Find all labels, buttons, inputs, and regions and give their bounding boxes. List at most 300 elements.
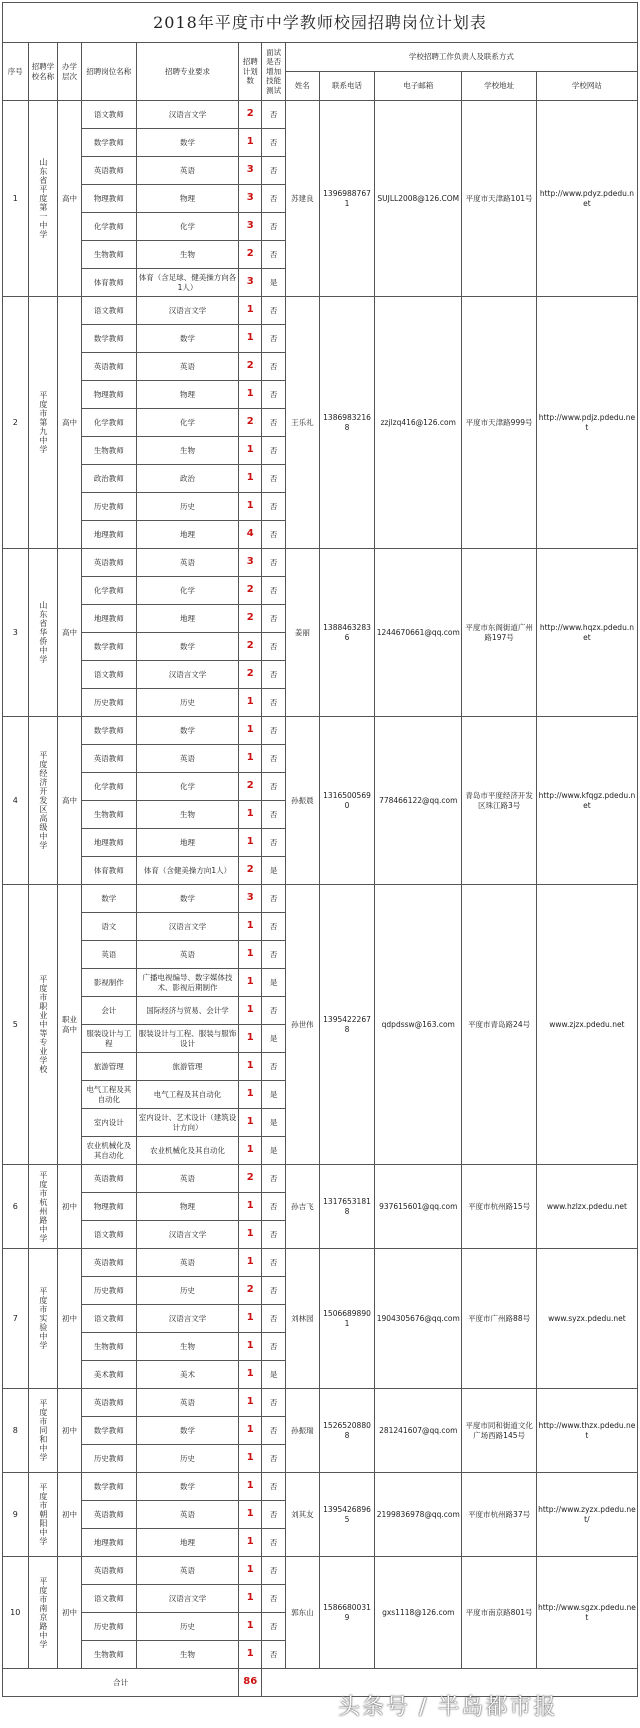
address-cell: 平度市南京路801号 [462,1557,536,1669]
plan-cell: 2 [239,353,262,381]
address-cell: 平度市杭州路37号 [462,1473,536,1557]
recruitment-table [2,42,638,1697]
skill-test-cell: 否 [262,409,285,437]
major-cell: 化学 [136,773,238,801]
position-cell: 地理教师 [81,829,136,857]
email-cell: qdpdssw@163.com [375,885,462,1165]
position-cell: 地理教师 [81,605,136,633]
phone-cell: 13969887671 [319,101,374,297]
email-cell: 778466122@qq.com [375,717,462,885]
skill-test-cell: 否 [262,353,285,381]
phone-cell: 15866800319 [319,1557,374,1669]
website-cell: www.hzlzx.pdedu.net [536,1165,637,1249]
major-cell: 英语 [136,1249,238,1277]
table-row [3,101,638,129]
skill-test-cell: 否 [262,1249,285,1277]
phone-cell: 13884632836 [319,549,374,717]
position-cell: 室内设计 [81,1109,136,1137]
plan-cell: 1 [239,1557,262,1585]
plan-cell: 2 [239,1277,262,1305]
position-cell: 生物教师 [81,437,136,465]
skill-test-cell: 否 [262,1305,285,1333]
table-row [3,1165,638,1193]
major-cell: 英语 [136,157,238,185]
school-name-cell [28,885,58,1165]
school-name-cell [28,549,58,717]
address-cell: 平度市广州路88号 [462,1249,536,1389]
address-cell: 平度市同和街道文化广场西路145号 [462,1389,536,1473]
position-cell: 语文教师 [81,297,136,325]
position-cell: 化学教师 [81,577,136,605]
seq-cell: 10 [3,1557,29,1669]
plan-cell: 1 [239,1641,262,1669]
position-cell: 英语教师 [81,157,136,185]
major-cell: 历史 [136,493,238,521]
website-cell: http://www.kfqgz.pdedu.net [536,717,637,885]
major-cell: 化学 [136,577,238,605]
skill-test-cell: 否 [262,157,285,185]
skill-test-cell: 否 [262,101,285,129]
major-cell: 生物 [136,437,238,465]
major-cell: 广播电视编导、数字媒体技术、影视后期制作 [136,969,238,997]
skill-test-cell: 否 [262,1501,285,1529]
plan-cell: 1 [239,1529,262,1557]
level-cell: 初中 [58,1165,81,1249]
skill-test-cell: 否 [262,325,285,353]
position-cell: 数学教师 [81,325,136,353]
seq-cell: 4 [3,717,29,885]
plan-cell: 3 [239,549,262,577]
phone-cell: 15265208808 [319,1389,374,1473]
contact-name-cell: 郭东山 [285,1557,319,1669]
contact-name-cell: 刘其友 [285,1473,319,1557]
skill-test-cell: 否 [262,297,285,325]
plan-cell: 1 [239,717,262,745]
plan-cell: 1 [239,1081,262,1109]
contact-name-cell: 孙振晨 [285,717,319,885]
skill-test-cell: 否 [262,1193,285,1221]
position-cell: 语文教师 [81,1221,136,1249]
header-seq: 序号 [3,43,29,101]
email-cell: SUJLL2008@126.COM [375,101,462,297]
email-cell: gxs1118@126.com [375,1557,462,1669]
address-cell: 平度市青岛路24号 [462,885,536,1165]
skill-test-cell: 否 [262,1221,285,1249]
website-cell: www.syzx.pdedu.net [536,1249,637,1389]
phone-cell: 13869832168 [319,297,374,549]
seq-cell: 9 [3,1473,29,1557]
email-cell: 1244670661@qq.com [375,549,462,717]
plan-cell: 1 [239,913,262,941]
plan-cell: 1 [239,1473,262,1501]
skill-test-cell: 是 [262,1109,285,1137]
major-cell: 数学 [136,325,238,353]
plan-cell: 1 [239,1501,262,1529]
skill-test-cell: 否 [262,1333,285,1361]
major-cell: 汉语言文学 [136,1585,238,1613]
skill-test-cell: 是 [262,1137,285,1165]
major-cell: 数学 [136,633,238,661]
school-name-cell-text: 平度经济开发区高级中学 [38,751,48,850]
position-cell: 语文教师 [81,661,136,689]
position-cell: 英语教师 [81,1165,136,1193]
position-cell: 美术教师 [81,1361,136,1389]
seq-cell: 2 [3,297,29,549]
major-cell: 地理 [136,1529,238,1557]
plan-cell: 2 [239,661,262,689]
major-cell: 数学 [136,717,238,745]
seq-cell: 7 [3,1249,29,1389]
plan-cell: 2 [239,857,262,885]
address-cell: 青岛市平度经济开发区珠江路3号 [462,717,536,885]
plan-cell: 4 [239,521,262,549]
major-cell: 汉语言文学 [136,297,238,325]
level-cell: 初中 [58,1473,81,1557]
school-name-cell-text: 平度市同和中学 [38,1399,48,1462]
school-name-cell-text: 平度市职业中等专业学校 [38,975,48,1074]
watermark: 头条号 / 半岛都市报 [338,1695,558,1720]
position-cell: 英语教师 [81,745,136,773]
plan-cell: 1 [239,745,262,773]
address-cell: 平度市东阁街道广州路197号 [462,549,536,717]
skill-test-cell: 否 [262,185,285,213]
position-cell: 语文教师 [81,101,136,129]
major-cell: 服装设计与工程、服装与服饰设计 [136,1025,238,1053]
address-cell: 平度市天津路101号 [462,101,536,297]
position-cell: 语文 [81,913,136,941]
table-row [3,297,638,325]
position-cell: 化学教师 [81,213,136,241]
position-cell: 英语 [81,941,136,969]
school-name-cell [28,1165,58,1249]
position-cell: 英语教师 [81,1389,136,1417]
table-row [3,549,638,577]
position-cell: 历史教师 [81,1445,136,1473]
table-row [3,1557,638,1585]
major-cell: 农业机械化及其自动化 [136,1137,238,1165]
level-cell: 高中 [58,297,81,549]
position-cell: 生物教师 [81,1641,136,1669]
position-cell: 数学教师 [81,1417,136,1445]
seq-cell: 5 [3,885,29,1165]
major-cell: 电气工程及其自动化 [136,1081,238,1109]
major-cell: 汉语言文学 [136,1221,238,1249]
plan-cell: 1 [239,997,262,1025]
table-row [3,1473,638,1501]
phone-cell: 13176531818 [319,1165,374,1249]
position-cell: 体育教师 [81,269,136,297]
position-cell: 数学教师 [81,129,136,157]
skill-test-cell: 否 [262,213,285,241]
skill-test-cell: 否 [262,997,285,1025]
school-name-cell-text: 平度市杭州路中学 [38,1170,48,1243]
header-name: 姓名 [285,72,319,101]
position-cell: 农业机械化及其自动化 [81,1137,136,1165]
skill-test-cell: 否 [262,1417,285,1445]
header-contact-group: 学校招聘工作负责人及联系方式 [285,43,637,72]
address-cell: 平度市天津路999号 [462,297,536,549]
major-cell: 美术 [136,1361,238,1389]
major-cell: 化学 [136,213,238,241]
plan-cell: 1 [239,1417,262,1445]
major-cell: 地理 [136,521,238,549]
email-cell: 281241607@qq.com [375,1389,462,1473]
school-name-cell [28,717,58,885]
school-name-cell [28,1557,58,1669]
phone-cell: 15066898901 [319,1249,374,1389]
plan-cell: 1 [239,381,262,409]
position-cell: 地理教师 [81,1529,136,1557]
major-cell: 生物 [136,1333,238,1361]
table-row [3,717,638,745]
plan-cell: 2 [239,773,262,801]
position-cell: 电气工程及其自动化 [81,1081,136,1109]
plan-cell: 1 [239,129,262,157]
header-phone: 联系电话 [319,72,374,101]
total-value: 86 [239,1669,262,1697]
email-cell: 1904305676@qq.com [375,1249,462,1389]
position-cell: 历史教师 [81,1277,136,1305]
plan-cell: 1 [239,1361,262,1389]
position-cell: 生物教师 [81,241,136,269]
plan-cell: 1 [239,1333,262,1361]
position-cell: 语文教师 [81,1585,136,1613]
plan-cell: 1 [239,1025,262,1053]
school-name-cell [28,1389,58,1473]
skill-test-cell: 是 [262,1081,285,1109]
skill-test-cell: 否 [262,465,285,493]
phone-cell: 13954222678 [319,885,374,1165]
position-cell: 英语教师 [81,549,136,577]
skill-test-cell: 否 [262,1165,285,1193]
level-cell: 高中 [58,717,81,885]
major-cell: 物理 [136,1193,238,1221]
skill-test-cell: 否 [262,633,285,661]
table-row [3,1389,638,1417]
position-cell: 化学教师 [81,773,136,801]
header-address: 学校地址 [462,72,536,101]
plan-cell: 1 [239,689,262,717]
school-name-cell [28,1249,58,1389]
school-name-cell-text: 平度市实验中学 [38,1287,48,1350]
position-cell: 会计 [81,997,136,1025]
plan-cell: 1 [239,969,262,997]
page-title: 2018年平度市中学教师校园招聘岗位计划表 [2,2,638,42]
address-cell: 平度市杭州路15号 [462,1165,536,1249]
position-cell: 物理教师 [81,185,136,213]
plan-cell: 1 [239,1193,262,1221]
skill-test-cell: 否 [262,941,285,969]
table-row [3,1249,638,1277]
major-cell: 国际经济与贸易、会计学 [136,997,238,1025]
website-cell: http://www.sgzx.pdedu.net [536,1557,637,1669]
position-cell: 生物教师 [81,801,136,829]
skill-test-cell: 否 [262,549,285,577]
skill-test-cell: 否 [262,1585,285,1613]
position-cell: 英语教师 [81,1501,136,1529]
seq-cell: 1 [3,101,29,297]
contact-name-cell: 孙振瑞 [285,1389,319,1473]
school-name-cell-text: 平度市南京路中学 [38,1576,48,1649]
plan-cell: 1 [239,801,262,829]
contact-name-cell: 王乐礼 [285,297,319,549]
skill-test-cell: 否 [262,1641,285,1669]
contact-name-cell: 孙吉飞 [285,1165,319,1249]
skill-test-cell: 否 [262,1277,285,1305]
major-cell: 英语 [136,1389,238,1417]
contact-name-cell: 苏建良 [285,101,319,297]
email-cell: 2199836978@qq.com [375,1473,462,1557]
major-cell: 地理 [136,605,238,633]
major-cell: 历史 [136,1445,238,1473]
table-body [3,101,638,1697]
major-cell: 英语 [136,941,238,969]
school-name-cell [28,297,58,549]
plan-cell: 2 [239,577,262,605]
skill-test-cell: 否 [262,1053,285,1081]
major-cell: 生物 [136,241,238,269]
plan-cell: 3 [239,213,262,241]
major-cell: 政治 [136,465,238,493]
position-cell: 英语教师 [81,1249,136,1277]
skill-test-cell: 否 [262,1613,285,1641]
plan-cell: 1 [239,1249,262,1277]
plan-cell: 2 [239,409,262,437]
skill-test-cell: 否 [262,717,285,745]
school-name-cell [28,1473,58,1557]
skill-test-cell: 是 [262,1361,285,1389]
plan-cell: 3 [239,157,262,185]
table-row [3,885,638,913]
contact-name-cell: 姜丽 [285,549,319,717]
seq-cell: 3 [3,549,29,717]
position-cell: 影视制作 [81,969,136,997]
phone-cell: 13165005690 [319,717,374,885]
position-cell: 英语教师 [81,1557,136,1585]
plan-cell: 1 [239,437,262,465]
major-cell: 生物 [136,1641,238,1669]
header-major: 招聘专业要求 [136,43,238,101]
position-cell: 旅游管理 [81,1053,136,1081]
level-cell: 职业高中 [58,885,81,1165]
school-name-cell-text: 平度市第九中学 [38,391,48,454]
major-cell: 汉语言文学 [136,1305,238,1333]
plan-cell: 1 [239,1305,262,1333]
position-cell: 物理教师 [81,381,136,409]
header-skill-test: 面试是否增加技能测试 [262,43,285,101]
position-cell: 语文教师 [81,1305,136,1333]
contact-name-cell: 孙世伟 [285,885,319,1165]
plan-cell: 2 [239,101,262,129]
header-position: 招聘岗位名称 [81,43,136,101]
position-cell: 数学 [81,885,136,913]
seq-cell: 8 [3,1389,29,1473]
major-cell: 数学 [136,1417,238,1445]
level-cell: 初中 [58,1389,81,1473]
contact-name-cell: 刘林园 [285,1249,319,1389]
plan-cell: 1 [239,829,262,857]
position-cell: 生物教师 [81,1333,136,1361]
school-name-cell-text: 平度市朝阳中学 [38,1483,48,1546]
skill-test-cell: 是 [262,857,285,885]
seq-cell: 6 [3,1165,29,1249]
header-plan: 招聘计划数 [239,43,262,101]
major-cell: 汉语言文学 [136,661,238,689]
school-name-cell-text: 山东省华侨中学 [38,601,48,664]
school-name-cell [28,101,58,297]
skill-test-cell: 否 [262,1389,285,1417]
total-label: 合计 [3,1669,239,1697]
skill-test-cell: 否 [262,577,285,605]
plan-cell: 3 [239,185,262,213]
header-school: 招聘学校名称 [28,43,58,101]
plan-cell: 3 [239,269,262,297]
major-cell: 历史 [136,1277,238,1305]
website-cell: http://www.zyzx.pdedu.net/ [536,1473,637,1557]
major-cell: 化学 [136,409,238,437]
website-cell: http://www.pdyz.pdedu.net [536,101,637,297]
major-cell: 英语 [136,549,238,577]
major-cell: 英语 [136,1501,238,1529]
position-cell: 英语教师 [81,353,136,381]
major-cell: 物理 [136,185,238,213]
position-cell: 服装设计与工程 [81,1025,136,1053]
major-cell: 数学 [136,129,238,157]
position-cell: 历史教师 [81,689,136,717]
plan-cell: 3 [239,885,262,913]
plan-cell: 1 [239,1137,262,1165]
skill-test-cell: 否 [262,241,285,269]
skill-test-cell: 否 [262,493,285,521]
major-cell: 英语 [136,1557,238,1585]
header-level: 办学层次 [58,43,81,101]
level-cell: 高中 [58,101,81,297]
header-website: 学校网站 [536,72,637,101]
skill-test-cell: 否 [262,829,285,857]
major-cell: 地理 [136,829,238,857]
website-cell: http://www.pdjz.pdedu.net [536,297,637,549]
position-cell: 物理教师 [81,1193,136,1221]
header-email: 电子邮箱 [375,72,462,101]
position-cell: 体育教师 [81,857,136,885]
skill-test-cell: 否 [262,689,285,717]
skill-test-cell: 否 [262,661,285,689]
plan-cell: 1 [239,297,262,325]
plan-cell: 1 [239,1053,262,1081]
email-cell: zzjlzq416@126.com [375,297,462,549]
major-cell: 生物 [136,801,238,829]
plan-cell: 2 [239,633,262,661]
skill-test-cell: 否 [262,801,285,829]
level-cell: 初中 [58,1249,81,1389]
position-cell: 化学教师 [81,409,136,437]
plan-cell: 1 [239,941,262,969]
school-name-cell-text: 山东省平度第一中学 [38,158,48,239]
major-cell: 历史 [136,1613,238,1641]
position-cell: 数学教师 [81,1473,136,1501]
major-cell: 英语 [136,353,238,381]
website-cell: http://www.hqzx.pdedu.net [536,549,637,717]
plan-cell: 1 [239,493,262,521]
plan-cell: 2 [239,605,262,633]
major-cell: 汉语言文学 [136,913,238,941]
plan-cell: 2 [239,1165,262,1193]
skill-test-cell: 是 [262,269,285,297]
position-cell: 数学教师 [81,717,136,745]
skill-test-cell: 否 [262,437,285,465]
skill-test-cell: 否 [262,773,285,801]
plan-cell: 2 [239,241,262,269]
